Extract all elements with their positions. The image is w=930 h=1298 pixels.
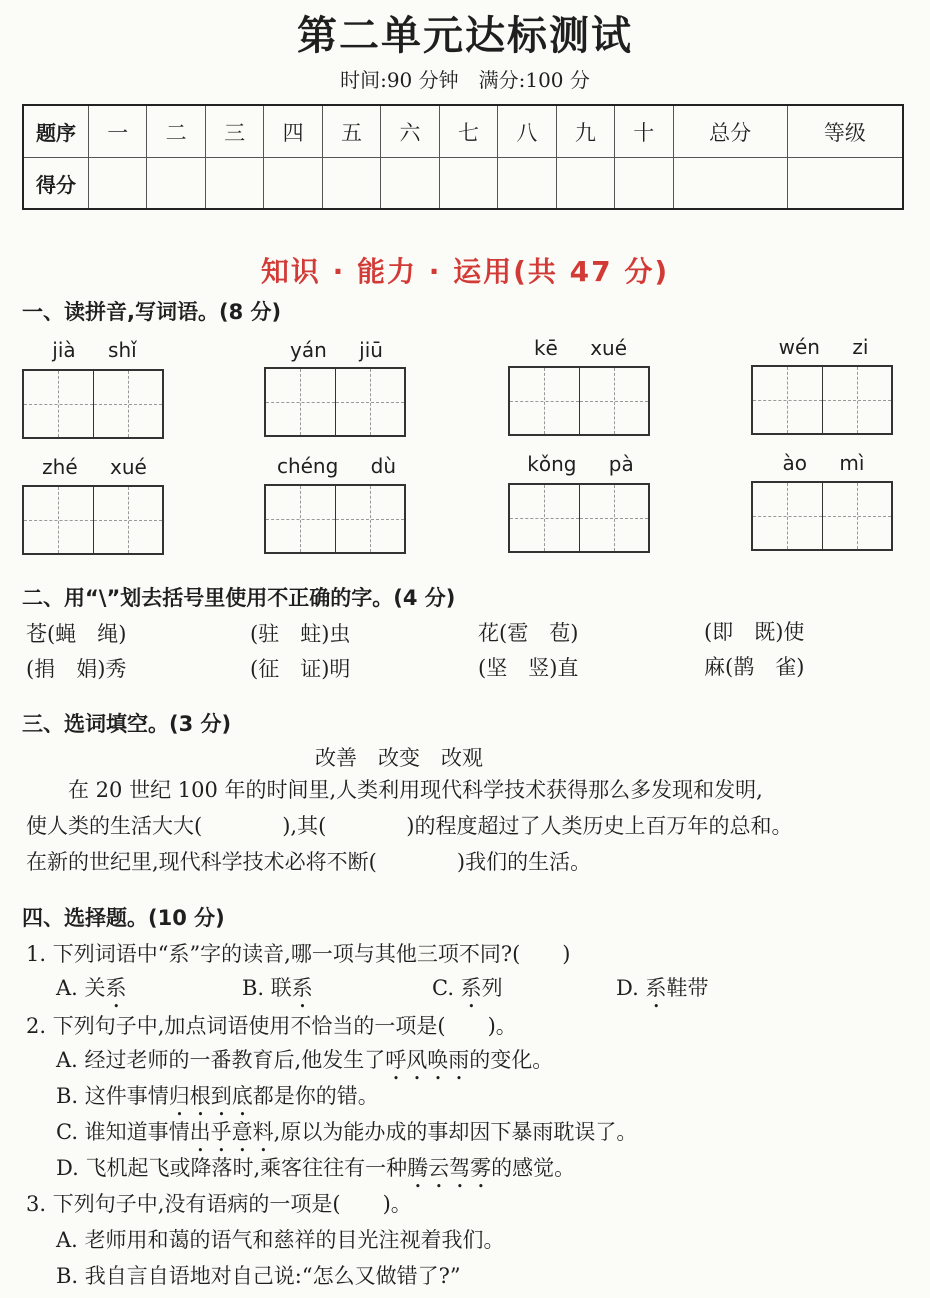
word-choice-item[interactable]: 苍(蝇 绳) — [26, 622, 127, 646]
score-cell-total[interactable] — [673, 158, 787, 209]
column-header: 十 — [615, 105, 673, 158]
column-header-grade: 等级 — [787, 105, 903, 158]
mcq-option-b[interactable]: B. 联系 — [242, 976, 313, 1000]
section-heading: 知识 · 能力 · 运用(共 47 分) — [260, 255, 670, 288]
mcq-option-b[interactable]: B. 我自言自语地对自己说:“怎么又做错了?” — [56, 1264, 461, 1288]
column-header: 五 — [322, 105, 380, 158]
mcq-stem: 2. 下列句子中,加点词语使用不恰当的一项是( )。 — [26, 1014, 517, 1038]
column-header: 二 — [147, 105, 205, 158]
score-cell[interactable] — [556, 158, 614, 209]
score-cell[interactable] — [615, 158, 673, 209]
column-header: 六 — [381, 105, 439, 158]
mcq-stem: 1. 下列词语中“系”字的读音,哪一项与其他三项不同?( ) — [26, 942, 571, 966]
column-header: 四 — [264, 105, 322, 158]
word-choice-item[interactable]: 麻(鹊 雀) — [704, 655, 805, 679]
paragraph-line: 在 20 世纪 100 年的时间里,人类利用现代科学技术获得那么多发现和发明, — [68, 778, 763, 802]
score-cell[interactable] — [498, 158, 556, 209]
score-cell[interactable] — [322, 158, 380, 209]
row-label-score: 得分 — [23, 158, 89, 209]
pinyin-label: jià shǐ — [52, 338, 137, 362]
writing-grid[interactable] — [264, 367, 406, 437]
score-cell[interactable] — [147, 158, 205, 209]
column-header: 九 — [556, 105, 614, 158]
fill-in-paragraph — [26, 772, 906, 880]
word-choice-item[interactable]: (即 既)使 — [704, 620, 805, 644]
time-and-score-info: 时间:90 分钟 满分:100 分 — [340, 68, 590, 92]
writing-grid[interactable] — [22, 485, 164, 555]
page-title: 第二单元达标测试 — [297, 12, 633, 59]
score-cell[interactable] — [89, 158, 147, 209]
mcq-option-a[interactable]: A. 关系 — [56, 976, 127, 1000]
pinyin-label: ào mì — [782, 451, 865, 475]
word-choice-item[interactable]: (捐 娟)秀 — [26, 657, 127, 681]
pinyin-label: yán jiū — [290, 338, 383, 362]
question-2-title: 二、用“\”划去括号里使用不正确的字。(4 分) — [22, 586, 456, 610]
writing-grid[interactable] — [508, 483, 650, 553]
pinyin-label: kē xué — [533, 336, 628, 360]
score-table-header-row — [23, 105, 903, 158]
question-1-title: 一、读拼音,写词语。(8 分) — [22, 300, 282, 324]
score-cell-grade[interactable] — [787, 158, 903, 209]
mcq-option-a[interactable]: A. 老师用和蔼的语气和慈祥的目光注视着我们。 — [56, 1228, 505, 1252]
writing-grid[interactable] — [508, 366, 650, 436]
mcq-option-a[interactable]: A. 经过老师的一番教育后,他发生了呼风唤雨的变化。 — [56, 1048, 554, 1072]
score-cell[interactable] — [381, 158, 439, 209]
column-header: 八 — [498, 105, 556, 158]
pinyin-label: kǒng pà — [527, 452, 634, 476]
word-choice-item[interactable]: (驻 蛀)虫 — [250, 622, 351, 646]
word-choice-item[interactable]: (征 证)明 — [250, 657, 351, 681]
column-header: 一 — [89, 105, 147, 158]
mcq-option-b[interactable]: B. 这件事情归根到底都是你的错。 — [56, 1084, 379, 1108]
mcq-option-d[interactable]: D. 飞机起飞或降落时,乘客往往有一种腾云驾雾的感觉。 — [56, 1156, 576, 1180]
score-table-score-row — [23, 158, 903, 209]
word-options: 改善 改变 改观 — [315, 746, 483, 770]
score-table — [22, 104, 904, 210]
mcq-option-d[interactable]: D. 系鞋带 — [616, 976, 709, 1000]
row-label-question-number: 题序 — [23, 105, 89, 158]
paragraph-line: 在新的世纪里,现代科学技术必将不断( )我们的生活。 — [26, 850, 592, 874]
question-4-title: 四、选择题。(10 分) — [22, 906, 225, 930]
writing-grid[interactable] — [22, 369, 164, 439]
score-cell[interactable] — [439, 158, 497, 209]
mcq-option-c[interactable]: C. 系列 — [432, 976, 503, 1000]
score-cell[interactable] — [205, 158, 263, 209]
writing-grid[interactable] — [264, 484, 406, 554]
writing-grid[interactable] — [751, 481, 893, 551]
score-cell[interactable] — [264, 158, 322, 209]
question-3-title: 三、选词填空。(3 分) — [22, 712, 232, 736]
column-header: 三 — [205, 105, 263, 158]
column-header-total: 总分 — [673, 105, 787, 158]
word-choice-item[interactable]: 花(雹 苞) — [478, 621, 579, 645]
writing-grid[interactable] — [751, 365, 893, 435]
mcq-stem: 3. 下列句子中,没有语病的一项是( )。 — [26, 1192, 412, 1216]
column-header: 七 — [439, 105, 497, 158]
pinyin-label: wén zi — [778, 335, 869, 359]
paragraph-line: 使人类的生活大大( ),其( )的程度超过了人类历史上百万年的总和。 — [26, 814, 793, 838]
mcq-option-c[interactable]: C. 谁知道事情出乎意料,原以为能办成的事却因下暴雨耽误了。 — [56, 1120, 638, 1144]
word-choice-item[interactable]: (坚 竖)直 — [478, 656, 579, 680]
pinyin-label: chéng dù — [276, 454, 397, 478]
pinyin-label: zhé xué — [42, 455, 147, 479]
